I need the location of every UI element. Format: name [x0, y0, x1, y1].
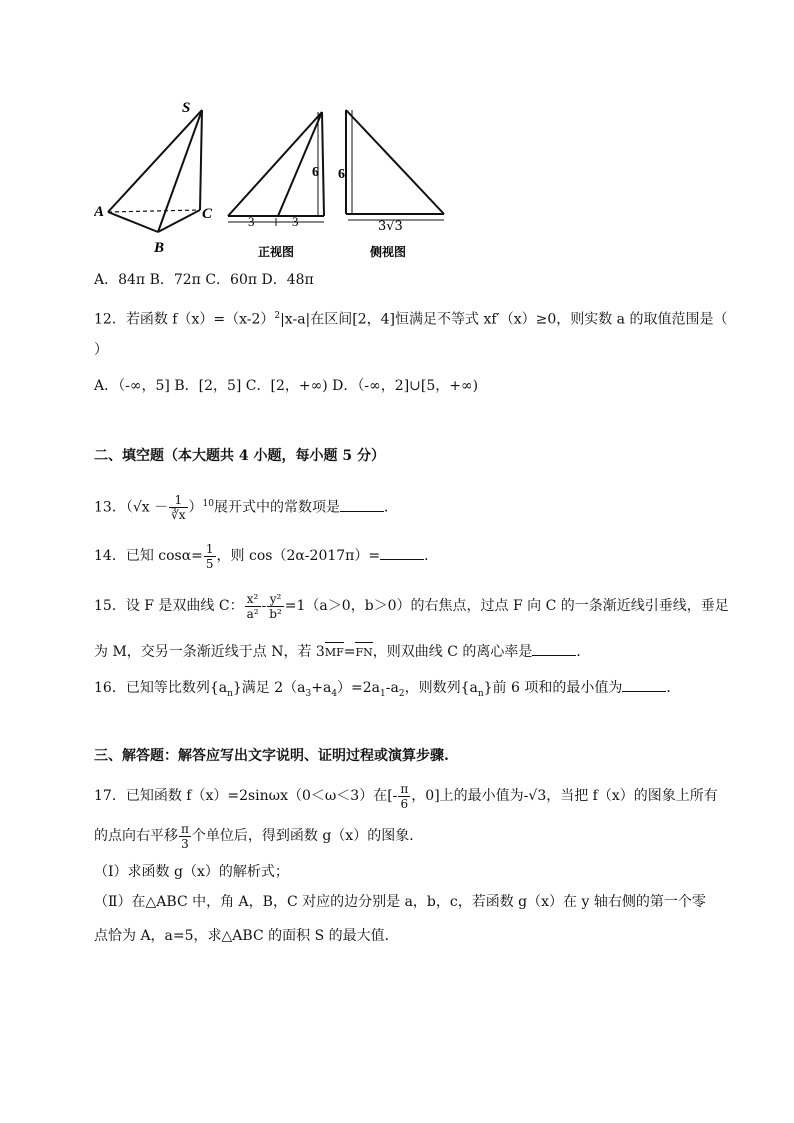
q16-sub-n2: n — [477, 688, 484, 699]
q16-t-a: 16．已知等比数列{a — [94, 680, 228, 696]
q12-choices: A．（-∞，5] B．[2，5] C．[2，+∞) D．（-∞，2]∪[5，+∞) — [94, 378, 479, 394]
q14-num: 1 — [205, 541, 214, 556]
q16-sub-n: n — [227, 688, 233, 699]
q12-line1 — [94, 306, 728, 330]
label-B: B — [154, 240, 165, 256]
q16 — [94, 678, 704, 704]
q17-part2-line2: 点恰为 A，a=5，求△ABC 的面积 S 的最大值． — [94, 928, 399, 944]
q13-exponent: 10 — [202, 499, 214, 509]
q15-line1 — [94, 586, 729, 626]
q15-num2: y² — [267, 592, 284, 607]
side-view-drawing — [346, 110, 444, 220]
q17-l1-num: π — [400, 781, 409, 796]
vector-FN: FN — [355, 643, 372, 663]
q16-end: ． — [666, 680, 681, 696]
label-C: C — [202, 206, 213, 222]
side-base-label: 3√3 — [378, 219, 403, 234]
pyramid-drawing — [108, 110, 202, 232]
q17-l2-num: π — [181, 821, 189, 836]
q14-fraction — [204, 542, 216, 571]
q12-text-b: |x-a|在区间[2，4]恒满足不等式 xf′（x）≥0，则实数 a 的取值范围是（ — [280, 311, 728, 328]
front-view-caption: 正视图 — [258, 245, 295, 259]
q15-line2 — [94, 642, 704, 663]
side-view-caption: 侧视图 — [370, 245, 407, 259]
q14 — [94, 536, 704, 576]
q15-den2: b² — [269, 606, 282, 621]
q15-line2-b: ，则双曲线 C 的离心率是 — [372, 644, 533, 660]
q15-den1: a² — [246, 606, 259, 621]
front-right-label: 3 — [292, 214, 299, 229]
q15-fraction-x — [245, 592, 261, 621]
q12-line2: ） — [94, 342, 108, 358]
q17-l1-a: 17．已知函数 f（x）=2sinωx（0＜ω＜3）在[- — [94, 788, 398, 804]
q17-l2-b: 个单位后，得到函数 g（x）的图象． — [191, 828, 424, 844]
q13-fraction — [169, 493, 187, 522]
vector-MF: MF — [325, 643, 344, 663]
three-view-figure — [94, 98, 454, 262]
q13-answer-blank[interactable] — [340, 499, 384, 512]
q17-l1-den: 6 — [400, 796, 409, 811]
q17-l1-b: ，0]上的最小值为-√3，当把 f（x）的图象上所有 — [411, 788, 718, 804]
q17-part2-line1: （Ⅱ）在△ABC 中，角 A，B，C 对应的边分别是 a，b，c，若函数 g（x）在 y 轴右侧的第一个零 — [94, 894, 706, 910]
q11-choices: A．84π B．72π C．60π D．48π — [94, 272, 314, 288]
q14-den: 5 — [205, 556, 214, 571]
q14-suffix: ，则 cos（2α-2017π）= — [216, 548, 381, 564]
label-A: A — [94, 204, 105, 220]
q16-t-b: }满足 2（a — [232, 680, 306, 696]
q15-fraction-y — [267, 592, 284, 621]
label-S: S — [182, 100, 191, 116]
q16-t-d: ）=2a — [337, 680, 381, 696]
q12-text-a: 12．若函数 f（x）=（x-2） — [94, 311, 275, 328]
q17-line2 — [94, 816, 704, 856]
front-view-drawing — [228, 112, 324, 226]
q16-t-g: }前 6 项和的最小值为 — [483, 680, 623, 696]
q13-den: ∛x — [171, 508, 186, 523]
q13: 13．（√x － $\frac{1}{∛x}$ ）$^{10}$展开式中的常数项是 ． — [94, 493, 398, 523]
q17-fraction-pi6 — [398, 782, 410, 811]
q16-t-e: -a — [385, 680, 399, 696]
q14-prefix: 14．已知 cosα= — [94, 548, 203, 564]
q14-answer-blank[interactable] — [380, 547, 424, 560]
q15-eq: = — [343, 644, 356, 660]
q15-num1: x² — [245, 592, 261, 607]
side-height-label: 6 — [338, 167, 345, 182]
q16-t-f: ，则数列{a — [404, 680, 478, 696]
q16-t-c: +a — [311, 680, 332, 696]
q14-end: ． — [424, 548, 439, 564]
q16-sub-1: 1 — [380, 688, 386, 699]
q13-suffix: 展开式中的常数项是 — [213, 499, 340, 516]
q15-suffix: =1（a＞0，b＞0）的右焦点，过点 F 向 C 的一条渐近线引垂线，垂足 — [284, 598, 729, 614]
q13-num: 1 — [169, 493, 187, 508]
front-height-label: 6 — [312, 165, 319, 180]
section2-heading: 二、填空题（本大题共 4 小题，每小题 5 分） — [94, 448, 385, 464]
q15-end: ． — [576, 644, 591, 660]
q16-sub-4: 4 — [331, 688, 338, 699]
q16-answer-blank[interactable] — [622, 679, 666, 692]
q17-line1 — [94, 776, 718, 816]
q15-answer-blank[interactable] — [532, 643, 576, 656]
q15-line2-a: 为 M，交另一条渐近线于点 N，若 3 — [94, 644, 325, 660]
q17-fraction-pi3 — [179, 822, 191, 851]
q16-sub-3: 3 — [305, 688, 312, 699]
q15-minus: - — [261, 598, 267, 614]
front-left-label: 3 — [248, 214, 255, 229]
q17-l2-a: 的点向右平移 — [94, 828, 178, 844]
q13-end: ． — [383, 499, 398, 516]
q17-part1: （Ⅰ）求函数 g（x）的解析式； — [94, 864, 289, 880]
section3-heading: 三、解答题：解答应写出文字说明、证明过程或演算步骤. — [94, 748, 449, 764]
q15-prefix: 15．设 F 是双曲线 C： — [94, 598, 244, 614]
q12-exponent: 2 — [274, 311, 281, 321]
q13-prefix: 13．（√x － — [94, 499, 169, 516]
q16-sub-2: 2 — [398, 688, 405, 699]
q17-l2-den: 3 — [181, 836, 189, 851]
